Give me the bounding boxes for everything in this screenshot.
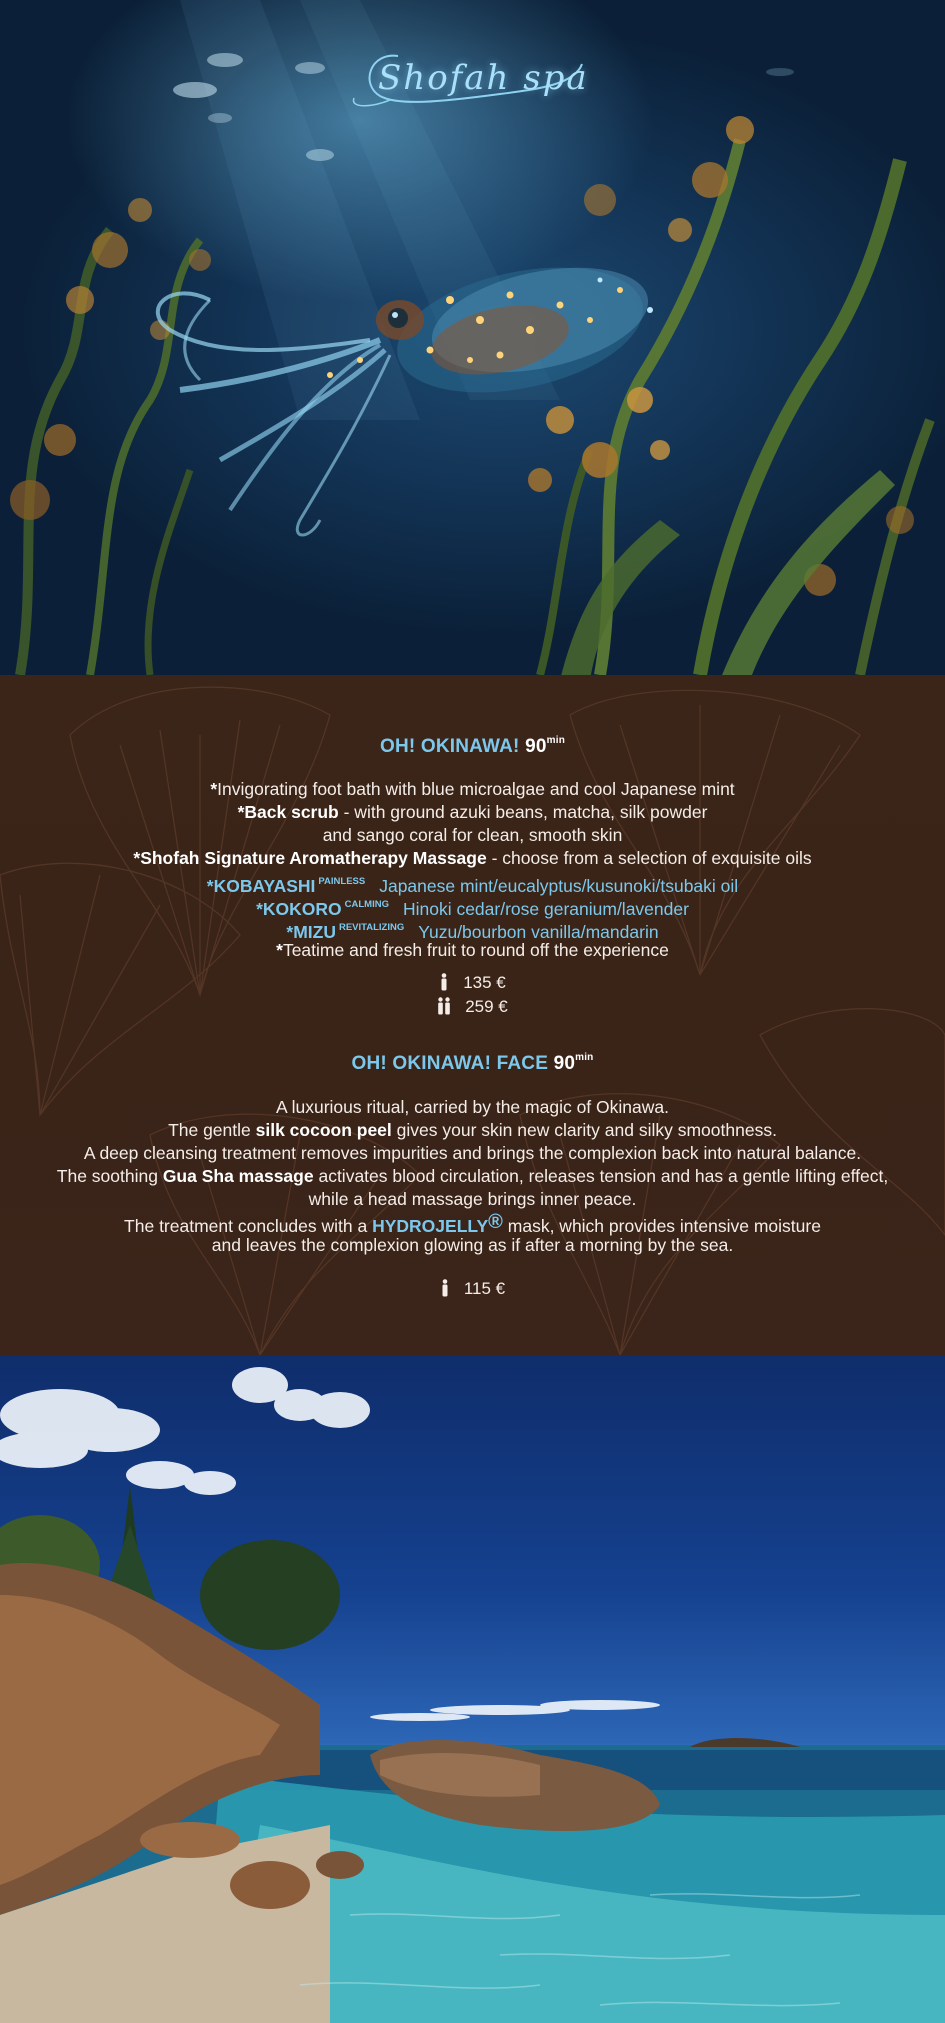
one-person-icon	[440, 1279, 450, 1297]
treatment-menu	[0, 675, 945, 1355]
oil-option-kobayashi: *KOBAYASHI $^{PAINLESS}$ Japanese mint/eucalyptus/kusunoki/tsubaki oil	[206, 876, 739, 896]
price-single	[0, 1279, 945, 1299]
treatment-line: *Back scrub - with ground azuki beans, matcha, silk powder	[237, 802, 708, 822]
treatment-title	[0, 1052, 945, 1075]
treatment-line: and sango coral for clean, smooth skin	[322, 825, 623, 845]
price-value: 259 €	[465, 997, 508, 1016]
duration-unit: min	[575, 1052, 594, 1063]
treatment-title	[0, 735, 945, 758]
treatment-line: A deep cleansing treatment removes impurities and brings the complexion back into natural balance.	[83, 1143, 862, 1163]
treatment-line: *Shofah Signature Aromatherapy Massage - choose from a selection of exquisite oils	[133, 848, 812, 868]
brand-name: Shofah spa	[378, 58, 589, 98]
treatment-name: OH! OKINAWA! FACE	[351, 1053, 549, 1074]
price-value: 115 €	[463, 1279, 506, 1298]
hero-beach-image	[0, 1355, 945, 2023]
treatment-line: The gentle silk cocoon peel gives your skin new clarity and silky smoothness.	[168, 1120, 777, 1140]
treatment-duration: 90	[525, 736, 547, 757]
oil-option-mizu: *MIZU $^{REVITALIZING}$ Yuzu/bourbon vanilla/mandarin	[286, 922, 659, 942]
treatment-duration: 90	[553, 1053, 576, 1074]
price-value: 135 €	[463, 973, 506, 992]
brand-logo	[350, 44, 590, 124]
treatment-line: and leaves the complexion glowing as if after a morning by the sea.	[211, 1235, 734, 1255]
treatment-line: A luxurious ritual, carried by the magic of Okinawa.	[276, 1097, 669, 1117]
treatment-line: *Invigorating foot bath with blue microalgae and cool Japanese mint	[210, 779, 735, 799]
hero-underwater-image	[0, 0, 945, 675]
treatment-line: The soothing Gua Sha massage activates blood circulation, releases tension and has a gentle lifting effect,	[56, 1166, 889, 1186]
treatment-line: while a head massage brings inner peace.	[308, 1189, 637, 1209]
price-couple	[0, 997, 945, 1017]
treatment-line: The treatment concludes with a HYDROJELLY® mask, which provides intensive moisture	[124, 1211, 821, 1236]
one-person-icon	[439, 973, 449, 991]
treatment-name: OH! OKINAWA!	[379, 736, 520, 757]
price-single	[0, 973, 945, 993]
beach-scene-art	[0, 1355, 945, 2023]
treatment-line: *Teatime and fresh fruit to round off the experience	[276, 940, 669, 960]
duration-unit: min	[546, 735, 566, 746]
two-persons-icon	[437, 997, 451, 1015]
oil-option-kokoro: *KOKORO $^{CALMING}$ Hinoki cedar/rose geranium/lavender	[256, 899, 689, 919]
